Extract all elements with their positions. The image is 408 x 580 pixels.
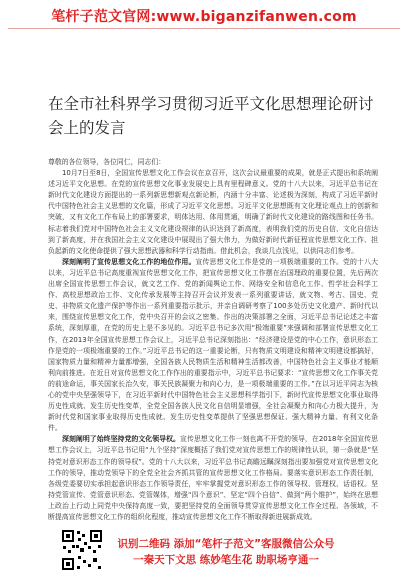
section-heading: 深刻阐明了宣传思想文化工作的地位作用。 <box>62 257 196 266</box>
article-body <box>48 157 378 523</box>
section-heading: 深刻阐明了始终坚持党的文化领导权。 <box>62 435 180 444</box>
footer-slogan-line: 一秦天下文思 练妙笔生花 助职场亨通一 <box>133 554 319 566</box>
section-text: 宣传思想文化工作是党的一项极端重要的工作。党的十八大以来，习近平总书记高度重视宣传思想文化工作，把宣传思想文化工作摆在治国理政的重要位置，先后两次出席全国宣传思想工作会议，就文艺工作、党的新闻舆论工作、网络安全和信息化工作、哲学社会科学工作、高校思想政治工作、文化传承发展等主持召开会议并发表一系列重要讲话，就文物、考古、国史、党史、非物质文化遗产保护等作出一系列重要指示批示，并亲自调研考察了100多处历史文化遗产、新时代以来，围绕宣传思想文化工作，党中央召开的会议之密集、作出的决策部署之全面，习近平总书记论述之丰富系统，深刻厚重，在党的历史上是不多见的。习近平总书记多次用“极端重要”来强调和部署宣传思想文化工作，在2013年全国宣传思想工作会议上，习近平总书记深刻指出：“经济建设是党的中心工作，意识形态工作是党的一项极端重要的工作。”习近平总书记的这一重要论断，只有物质文明建设和精神文明建设都搞好，国家物质力量和精神力量都增强，全国各族人民物质生活和精神生活都改善，中国特色社会主义事业才能顺利向前推进。在近日对宣传思想文化工作作出的重要指示中，习近平总书记要求：“宣传思想文化工作事关党的前途命运，事关国家长治久安，事关民族凝聚力和向心力，是一项极端重要的工作。”在以习近平同志为核心的党中央坚强领导下，在习近平新时代中国特色社会主义思想科学指引下，新时代宣传思想文化事业取得历史性成就、发生历史性变革，全党全国各族人民文化自信明显增强，全社会凝聚力和向心力极大提升，为新时代党和国家事业取得历史性成就、发生历史性变革提供了坚强思想保证、强大精神力量、有利文化条件。 <box>48 257 379 433</box>
qr-code-icon[interactable] <box>60 528 104 572</box>
footer-cta-line: 识别二维码 添加“笔杆子范文”客服微信公众号 <box>117 538 335 550</box>
section-paragraph <box>48 434 378 523</box>
site-header <box>0 0 408 58</box>
salutation: 尊敬的各位领导，各位同仁，同志们： <box>48 158 166 166</box>
section-paragraph <box>48 257 378 435</box>
intro-paragraph: 10月7日至8日，全国宣传思想文化工作会议在京召开，这次会议最重要的成果，就是正式提出和系统阐述习近平文化思想。在党的宣传思想文化事业发展史上具有里程碑意义。党的十八大以来，习近平总书记在新时代文化建设方面提出的一系列新思想新观点新论断，内涵十分丰富、论述极为深刻，构成了习近平新时代中国特色社会主义思想的文化篇，形成了习近平文化思想。习近平文化思想既有文化理论观点上的创新和突破，又有文化工作布局上的部署要求，明体达用、体用贯通，明确了新时代文化建设的路线图和任务书。标志着我们党对中国特色社会主义文化建设规律的认识达到了新高度，表明我们党的历史自信、文化自信达到了新高度，并在我国社会主义文化建设中展现出了强大伟力，为做好新时代新征程宣传思想文化工作、担负起新的文化使命提供了强大思想武器和科学行动指南。借此机会，我谈几点浅见，以供同志们参考。 <box>48 169 378 255</box>
header-divider <box>8 28 400 29</box>
article-title: 在全市社科界学习贯彻习近平文化思想理论研讨会上的发言 <box>48 95 374 137</box>
footer-banner <box>0 528 408 580</box>
site-url-banner[interactable]: 笔杆子范文官网:www.biganzifanwen.com <box>51 9 357 25</box>
section-text: 宣传思想文化工作一刻也离不开党的领导，在2018年全国宣传思想工作会议上，习近平总书记用“九个坚持”深度概括了我们党对宣传思想工作的规律性认识，第一条就是“坚持党对意识形态工作的领导权”。党的十八大以来，习近平总书记高瞻远瞩深刻指出要加强党对宣传思想文化工作的领导，推动党领导下的全党全社会齐抓共管的宣传思想文化工作格局。要落实意识形态工作责任制，各级党委要切实承担起意识形态工作领导责任，牢牢掌握党对意识形态工作的领导权、管理权、话语权。坚持党管宣传、党管意识形态、党管媒体，增强“四个意识”、坚定“四个自信”、做到“两个维护”，始终在思想上政治上行动上同党中央保持高度一致，要把坚持党的全面领导贯穿宣传思想文化工作全过程、各领域，不断提高宣传思想文化工作的组织化程度，推动宣传思想文化工作不断取得新进展新成效。 <box>48 435 378 521</box>
